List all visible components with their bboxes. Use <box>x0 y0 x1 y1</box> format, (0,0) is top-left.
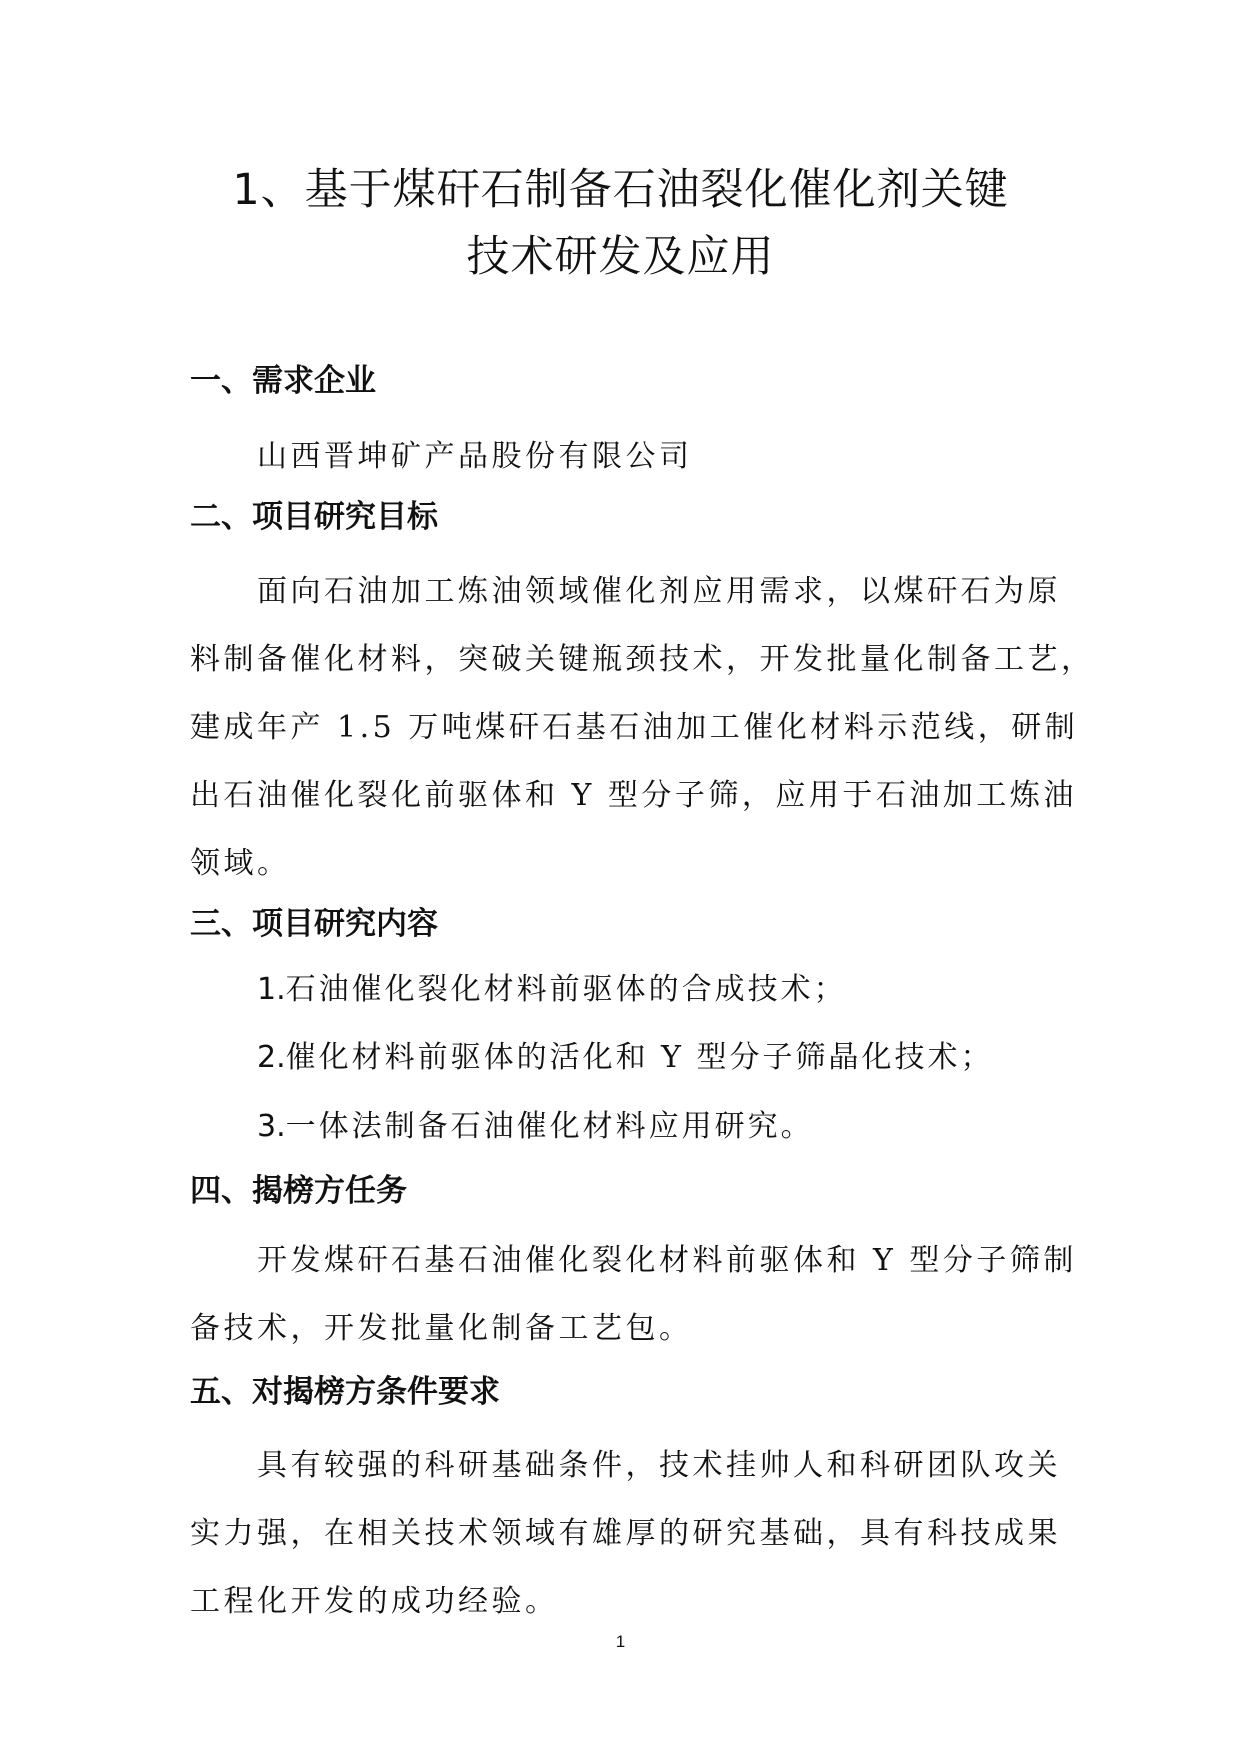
goals-paragraph-line: 料制备催化材料，突破关键瓶颈技术，开发批量化制备工艺， <box>190 642 1095 677</box>
content-list-item <box>257 1038 994 1078</box>
list-number: 3. <box>257 1109 286 1144</box>
document-title-line-1: 1、基于煤矸石制备石油裂化催化剂关键 <box>232 165 1009 215</box>
requirements-paragraph-line: 实力强，在相关技术领域有雄厚的研究基础，具有科技成果 <box>190 1516 1061 1551</box>
page-number: 1 <box>615 1632 626 1651</box>
enterprise-name: 山西晋坤矿产品股份有限公司 <box>257 439 693 474</box>
goals-paragraph-line: 领域。 <box>190 846 291 881</box>
requirements-paragraph-line: 工程化开发的成功经验。 <box>190 1584 559 1619</box>
list-text: 一体法制备石油催化材料应用研究。 <box>285 1109 814 1144</box>
content-list-item <box>257 970 847 1010</box>
list-text: 石油催化裂化材料前驱体的合成技术； <box>285 972 847 1007</box>
section-heading-research-content: 三、项目研究内容 <box>190 906 438 942</box>
section-heading-research-goals: 二、项目研究目标 <box>190 499 438 535</box>
content-list-item <box>257 1107 814 1147</box>
goals-paragraph-line: 面向石油加工炼油领域催化剂应用需求，以煤矸石为原 <box>257 574 1061 609</box>
requirements-paragraph-line: 具有较强的科研基础条件，技术挂帅人和科研团队攻关 <box>257 1448 1061 1483</box>
document-title-line-2: 技术研发及应用 <box>466 232 775 282</box>
section-heading-demand-enterprise: 一、需求企业 <box>190 363 376 399</box>
section-heading-solver-requirements: 五、对揭榜方条件要求 <box>190 1374 500 1410</box>
list-number: 1. <box>257 972 286 1007</box>
goals-paragraph-line: 建成年产 1.5 万吨煤矸石基石油加工催化材料示范线，研制 <box>190 710 1079 745</box>
tasks-paragraph-line: 开发煤矸石基石油催化裂化材料前驱体和 Y 型分子筛制 <box>257 1243 1077 1278</box>
list-number: 2. <box>257 1040 286 1075</box>
goals-paragraph-line: 出石油催化裂化前驱体和 Y 型分子筛，应用于石油加工炼油 <box>190 778 1077 813</box>
list-text: 催化材料前驱体的活化和 Y 型分子筛晶化技术； <box>285 1040 994 1075</box>
tasks-paragraph-line: 备技术，开发批量化制备工艺包。 <box>190 1311 693 1346</box>
section-heading-solver-tasks: 四、揭榜方任务 <box>190 1173 407 1209</box>
